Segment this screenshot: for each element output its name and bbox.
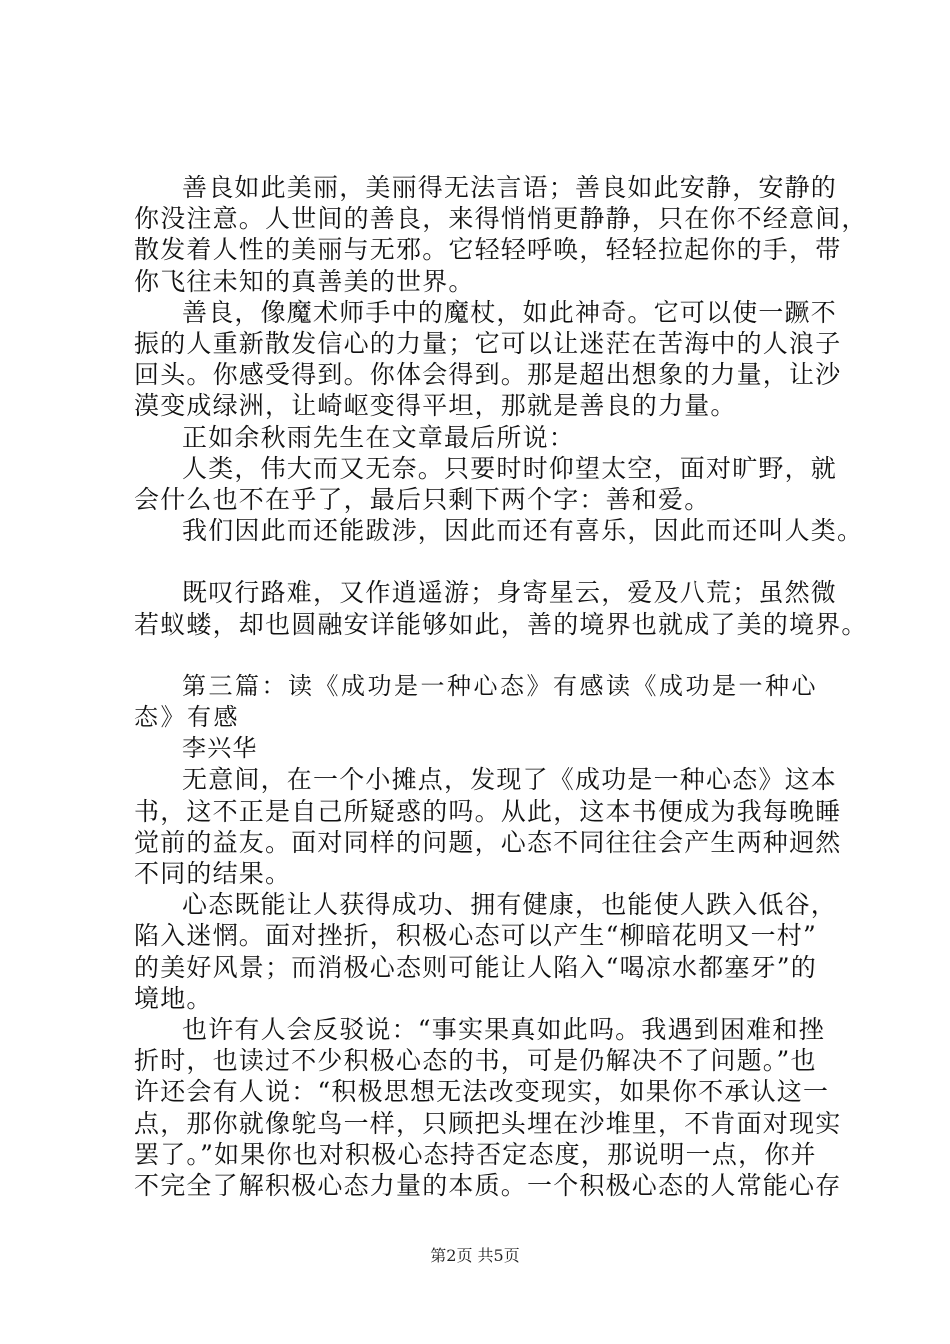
text-line: 振的人重新散发信心的力量；它可以让迷茫在苦海中的人浪子 [134,329,842,359]
paragraph [134,297,842,422]
paragraph [134,422,834,453]
paragraph [134,453,838,515]
text-line: 正如余秋雨先生在文章最后所说： [182,422,576,452]
page-footer [0,1243,950,1266]
text-line: 心态既能让人获得成功、拥有健康，也能使人跌入低谷， [182,890,838,920]
paragraph [134,515,864,546]
text-line: 许还会有人说：“积极思想无法改变现实，如果你不承认这一 [134,1077,830,1107]
text-line: 罢了。”如果你也对积极心态持否定态度，那说明一点，你并 [134,1139,817,1169]
text-line: 境地。 [134,983,213,1013]
text-line: 善良，像魔术师手中的魔杖，如此神奇。它可以使一蹶不 [182,297,838,327]
document-body [134,172,868,1201]
paragraph [134,764,842,889]
section-title-line: 第三篇：读《成功是一种心态》有感读《成功是一种心 [182,671,818,700]
blank-line [134,546,834,577]
text-line: 善良如此美丽，美丽得无法言语；善良如此安静，安静的 [182,173,838,202]
text-line: 我们因此而还能跋涉，因此而还有喜乐，因此而还叫人类。 [182,516,864,546]
author-name: 李兴华 [182,734,258,763]
text-line: 觉前的益友。面对同样的问题，心态不同往往会产生两种迥然 [134,827,842,857]
text-line: 回头。你感受得到。你体会得到。那是超出想象的力量，让沙 [134,360,842,390]
text-line: 既叹行路难，又作逍遥游；身寄星云，爱及八荒；虽然微 [182,578,838,608]
text-line: 书，这不正是自己所疑惑的吗。从此，这本书便成为我每晚睡 [134,796,842,826]
text-line: 若蚁蝼，却也圆融安详能够如此，善的境界也就成了美的境界。 [134,609,868,639]
text-line: 点，那你就像鸵鸟一样，只顾把头埋在沙堆里，不肯面对现实 [134,1108,842,1138]
text-line: 陷入迷惘。面对挫折，积极心态可以产生“柳暗花明又一村” [134,921,817,951]
paragraph [134,1014,842,1201]
text-line: 你没注意。人世间的善良，来得悄悄更静静，只在你不经意间， [134,204,868,234]
text-line: 漠变成绿洲，让崎岖变得平坦，那就是善良的力量。 [134,391,737,421]
paragraph [134,889,838,1014]
text-line: 你飞往未知的真善美的世界。 [134,266,475,296]
blank-line [134,640,834,671]
page-number: 第2页 共5页 [430,1246,520,1265]
section-title-line: 态》有感 [134,703,240,732]
text-line: 的美好风景；而消极心态则可能让人陷入“喝凉水都塞牙”的 [134,952,817,982]
text-line: 也许有人会反驳说：“事实果真如此吗。我遇到困难和挫 [182,1015,825,1045]
text-line: 不完全了解积极心态力量的本质。一个积极心态的人常能心存 [134,1171,842,1201]
text-line: 无意间，在一个小摊点，发现了《成功是一种心态》这本 [182,765,838,795]
text-line: 折时，也读过不少积极心态的书，可是仍解决不了问题。”也 [134,1046,817,1076]
paragraph [134,577,868,639]
text-line: 人类，伟大而又无奈。只要时时仰望太空，面对旷野，就 [182,453,838,483]
text-line: 会什么也不在乎了，最后只剩下两个字：善和爱。 [134,485,711,515]
text-line: 散发着人性的美丽与无邪。它轻轻呼唤，轻轻拉起你的手，带 [134,235,842,265]
section-title [134,671,834,733]
text-line: 不同的结果。 [134,859,292,889]
paragraph [134,172,868,297]
